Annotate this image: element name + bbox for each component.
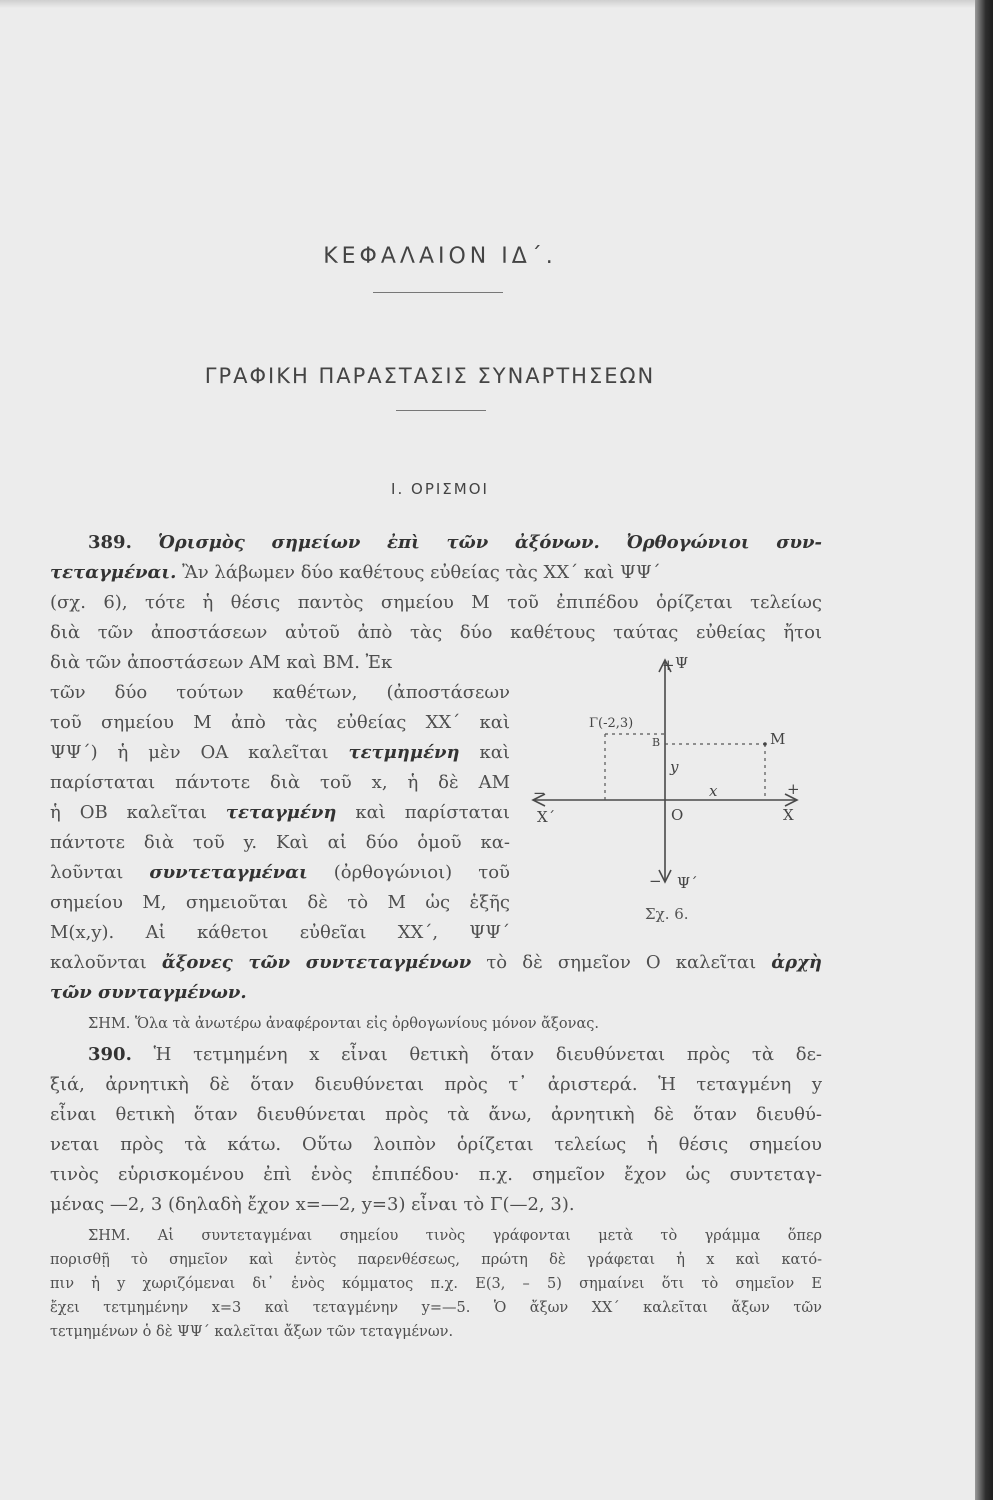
axis-label-psi: Ψ: [675, 654, 689, 672]
point-label-m: Μ: [770, 730, 786, 748]
text-line: [50, 558, 822, 588]
text-span: (ὀρθογώνιοι) τοῦ: [333, 862, 510, 883]
term-emphasis: ἀρχὴ: [771, 952, 822, 973]
text-line: τῶν δύο τούτων καθέτων, (ἀποστάσεων: [50, 682, 510, 703]
text-line: [88, 1040, 822, 1070]
text-line: [88, 528, 822, 558]
term-emphasis: τεταγμένη: [225, 802, 337, 823]
section-heading: Ι. ΟΡΙΣΜΟΙ: [391, 480, 489, 498]
note-line: ΣΗΜ. Αἱ συντεταγμέναι σημείου τινὸς γράφονται μετὰ τὸ γράμμα ὅπερ: [88, 1228, 822, 1244]
point-label-gamma: Γ(-2,3): [589, 716, 634, 731]
text-span: ἡ ΟΒ καλεῖται: [50, 802, 207, 823]
term-emphasis: ἄξονες τῶν συντεταγμένων: [161, 952, 472, 973]
note-line: ἔχει τετμημένην x=3 καὶ τεταγμένην y=—5. Ὁ ἄξων ΧΧ΄ καλεῖται ἄξων τῶν: [50, 1300, 822, 1316]
note-line: πορισθῇ τὸ σημεῖον καὶ ἐντὸς παρενθέσεως, πρώτη δὲ γράφεται ἡ x καὶ κατό-: [50, 1252, 822, 1268]
coordinate-axes-figure: [525, 650, 825, 930]
text-span: καλοῦνται: [50, 952, 147, 973]
minus-sign: −: [649, 872, 662, 890]
figure-caption: Σχ. 6.: [645, 905, 689, 923]
term-emphasis: τετμημένη: [348, 742, 460, 763]
axis-label-psi-prime: Ψ΄: [677, 874, 698, 892]
text-span: καὶ: [479, 742, 510, 763]
text-span: λοῦνται: [50, 862, 124, 883]
text-span: Ἂν λάβωμεν δύο καθέτους εὐθείας τὰς ΧΧ΄ καὶ ΨΨ΄: [182, 562, 661, 583]
axis-label-x: Χ: [783, 806, 794, 824]
axis-label-x-prime: Χ΄: [537, 808, 556, 826]
plus-sign: +: [787, 780, 800, 798]
minus-sign: −: [533, 784, 546, 802]
text-line: (σχ. 6), τότε ἡ θέσις παντὸς σημείου Μ τοῦ ἐπιπέδου ὁρίζεται τελείως: [50, 592, 822, 613]
note-line: τετμημένων ὁ δὲ ΨΨ΄ καλεῖται ἄξων τῶν τεταγμένων.: [50, 1324, 454, 1340]
paragraph-number: 390.: [88, 1044, 132, 1065]
text-line: πάντοτε διὰ τοῦ y. Καὶ αἱ δύο ὁμοῦ κα-: [50, 832, 510, 853]
paragraph-heading: τεταγμέναι.: [50, 562, 177, 583]
text-line: [50, 858, 510, 888]
text-span: ΨΨ΄) ἡ μὲν ΟΑ καλεῖται: [50, 742, 329, 763]
text-line: [50, 978, 822, 1008]
origin-label: Ο: [671, 806, 684, 824]
text-line: ξιά, ἀρνητικὴ δὲ ὅταν διευθύνεται πρὸς τ᾽ ἀριστερά. Ἡ τεταγμένη y: [50, 1074, 822, 1095]
text-line: σημείου Μ, σημειοῦται δὲ τὸ Μ ὡς ἑξῆς: [50, 892, 510, 913]
divider: [396, 410, 486, 411]
text-span: Ἡ τετμημένη x εἶναι θετικὴ ὅταν διευθύνεται πρὸς τὰ δε-: [153, 1044, 822, 1065]
note-line: πιν ἡ y χωριζόμεναι δι᾽ ἑνὸς κόμματος π.χ. Ε(3, – 5) σημαίνει ὅτι τὸ σημεῖον Ε: [50, 1276, 822, 1292]
point-m: [763, 742, 767, 746]
chapter-heading: ΚΕΦΑΛΑΙΟΝ ΙΔ΄.: [323, 244, 557, 269]
text-line: [50, 798, 510, 828]
page-top-edge: [0, 0, 975, 8]
plus-sign: +: [662, 656, 675, 674]
text-line: διὰ τῶν ἀποστάσεων ΑΜ καὶ ΒΜ. Ἐκ: [50, 652, 393, 673]
term-emphasis: τῶν συνταγμένων.: [50, 982, 247, 1003]
text-line: τοῦ σημείου Μ ἀπὸ τὰς εὐθείας ΧΧ΄ καὶ: [50, 712, 510, 733]
text-line: διὰ τῶν ἀποστάσεων αὐτοῦ ἀπὸ τὰς δύο καθέτους ταύτας εὐθείας ἤτοι: [50, 622, 822, 643]
page-right-edge: [975, 0, 993, 1500]
note-line: ΣΗΜ. Ὅλα τὰ ἀνωτέρω ἀναφέρονται εἰς ὀρθογωνίους μόνον ἄξονας.: [88, 1016, 599, 1032]
text-line: [50, 738, 510, 768]
axes-diagram: [525, 650, 825, 930]
chapter-title: ΓΡΑΦΙΚΗ ΠΑΡΑΣΤΑΣΙΣ ΣΥΝΑΡΤΗΣΕΩΝ: [204, 364, 656, 388]
divider: [373, 292, 503, 293]
text-line: παρίσταται πάντοτε διὰ τοῦ x, ἡ δὲ ΑΜ: [50, 772, 510, 793]
text-span: καὶ παρίσταται: [355, 802, 510, 823]
term-emphasis: συντεταγμέναι: [149, 862, 308, 883]
paragraph-number: 389.: [88, 532, 132, 553]
paragraph-heading: Ὁρισμὸς σημείων ἐπὶ τῶν ἀξόνων. Ὀρθογώνιοι συν-: [157, 532, 822, 553]
text-line: εἶναι θετικὴ ὅταν διευθύνεται πρὸς τὰ ἄνω, ἀρνητικὴ δὲ ὅταν διευθύ-: [50, 1104, 822, 1125]
text-line: [50, 948, 822, 978]
text-line: μένας —2, 3 (δηλαδὴ ἔχον x=—2, y=3) εἶναι τὸ Γ(—2, 3).: [50, 1194, 575, 1215]
x-variable-label: x: [709, 782, 718, 800]
point-label-b: Β: [652, 736, 661, 749]
text-span: τὸ δὲ σημεῖον Ο καλεῖται: [486, 952, 757, 973]
text-line: νεται πρὸς τὰ κάτω. Οὕτω λοιπὸν ὁρίζεται τελείως ἡ θέσις σημείου: [50, 1134, 822, 1155]
text-line: τινὸς εὑρισκομένου ἐπὶ ἑνὸς ἐπιπέδου· π.χ. σημεῖον ἔχον ὡς συντεταγ-: [50, 1164, 822, 1185]
text-line: Μ(x,y). Αἱ κάθετοι εὐθεῖαι ΧΧ΄, ΨΨ΄: [50, 922, 510, 943]
y-variable-label: y: [670, 758, 679, 776]
